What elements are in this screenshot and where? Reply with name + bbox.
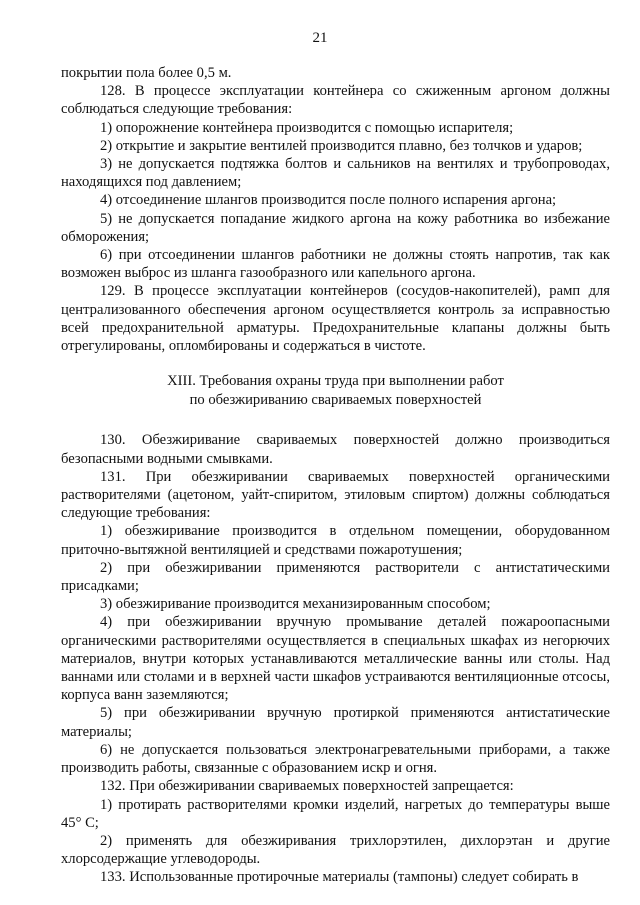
paragraph-131: 131. При обезжиривании свариваемых поверхностей органическими растворителями (ацетоном, уайт-спиритом, этиловым спиртом) должны соблюдаться следующие требования: [61,468,610,522]
list-item-128-5: 5) не допускается попадание жидкого аргона на кожу работника во избежание обморожения; [61,210,610,245]
paragraphs-after-section [61,431,610,886]
list-item-131-5: 5) при обезжиривании вручную протиркой применяются антистатические материалы; [61,705,610,740]
section-heading-line-1: XIII. Требования охраны труда при выполнении работ [167,373,504,390]
section-heading [61,372,610,409]
list-item-131-6: 6) не допускается пользоваться электронагревательными приборами, а также производить работы, связанные с образованием искр и огня. [61,741,610,777]
paragraph-132: 132. При обезжиривании свариваемых поверхностей запрещается: [100,778,514,795]
page-number: 21 [312,30,328,46]
list-item-131-2: 2) при обезжиривании применяются растворители с антистатическими присадками; [61,559,610,595]
list-item-128-2: 2) открытие и закрытие вентилей производится плавно, без толчков и ударов; [100,137,583,154]
list-item-131-1: 1) обезжиривание производится в отдельном помещении, оборудованном приточно-вытяжной вентиляцией и средствами пожаротушения; [61,523,610,558]
paragraphs-before-section [61,64,610,355]
list-item-128-6: 6) при отсоединении шлангов работники не должны стоять напротив, так как возможен выброс из шланга газообразного или капельного аргона. [61,247,610,282]
list-item-132-2: 2) применять для обезжиривания трихлорэтилен, дихлорэтан и другие хлорсодержащие углеводороды. [61,832,610,868]
list-item-128-4: 4) отсоединение шлангов производится после полного испарения аргона; [100,192,557,209]
paragraph-133: 133. Использованные протирочные материалы (тампоны) следует собирать в [100,869,579,886]
list-item-128-1: 1) опорожнение контейнера производится с помощью испарителя; [100,119,514,136]
paragraph-129: 129. В процессе эксплуатации контейнеров (сосудов-накопителей), рамп для централизованного обеспечения аргоном осуществляется контроль за исправностью всей предохранительной арматуры. Предохранительные клапаны должны быть отрегулированы, опломбированы и содержаться в чистоте. [61,283,610,355]
list-item-131-4: 4) при обезжиривании вручную промывание деталей пожароопасными органическими растворителями осуществляется в специальных шкафах из негорючих материалов, внутри которых устанавливаются металлические ванны или столы. Над ваннами или столами и в верхней части шкафов устраиваются вентиляционные отсосы, корпуса ванн заземляются; [61,614,610,704]
list-item-128-3: 3) не допускается подтяжка болтов и сальников на вентилях и трубопроводах, находящихся под давлением; [61,156,610,191]
list-item-132-1: 1) протирать растворителями кромки изделий, нагретых до температуры выше 45° С; [61,796,610,831]
paragraph-continuation: покрытии пола более 0,5 м. [61,65,232,81]
list-item-131-3: 3) обезжиривание производится механизированным способом; [100,596,491,613]
section-heading-line-2: по обезжириванию свариваемых поверхностей [189,391,482,408]
paragraph-130: 130. Обезжиривание свариваемых поверхностей должно производиться безопасными водными смывками. [61,432,610,467]
document-body [61,64,610,887]
paragraph-128: 128. В процессе эксплуатации контейнера со сжиженным аргоном должны соблюдаться следующие требования: [61,83,610,118]
